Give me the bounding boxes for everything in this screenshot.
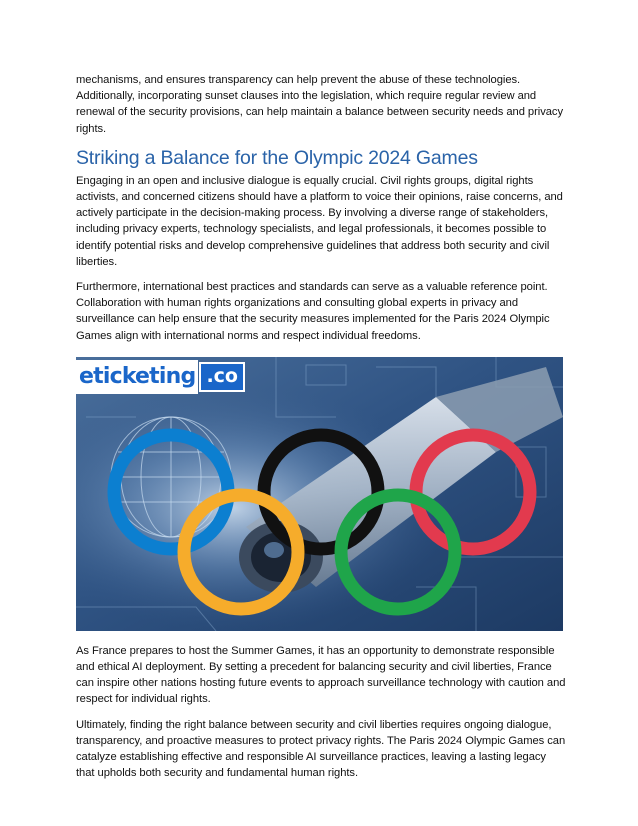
paragraph-dialogue: Engaging in an open and inclusive dialogue is equally crucial. Civil rights groups, digital rights activists, and concerned citizens should have a platform to voice their opinions, raise concerns, and actively participate in the decision-making process. By involving a diverse range of stakeholders, including privacy experts, technology specialists, and legal professionals, it becomes possible to identify potential risks and develop comprehensive guidelines that address both security and civil liberties. bbox=[76, 174, 563, 268]
paragraph-france: As France prepares to host the Summer Games, it has an opportunity to demonstrate responsible and ethical AI deployment. By setting a precedent for balancing security and civil liberties, France can inspire other nations hosting future events to approach surveillance technology with caution and respect for individual rights. bbox=[76, 644, 566, 706]
logo-wordmark: eticketing bbox=[76, 360, 198, 394]
paragraph-practices: Furthermore, international best practices and standards can serve as a valuable reference point. Collaboration with human rights organizations and consulting global experts in privacy and surveillance can help ensure that the security measures implemented for the Paris 2024 Olympic Games align with international norms and respect individual freedoms. bbox=[76, 281, 550, 342]
section-heading: Striking a Balance for the Olympic 2024 Games bbox=[76, 146, 478, 169]
paragraph-conclusion: Ultimately, finding the right balance between security and civil liberties requires ongoing dialogue, transparency, and proactive measures to protect privacy rights. The Paris 2024 Olympic Games can catalyze establishing effective and responsible AI surveillance practices, leaving a lasting legacy that upholds both security and fundamental human rights. bbox=[76, 718, 566, 780]
olympic-rings-surveillance-image bbox=[76, 357, 563, 631]
eticketing-logo bbox=[76, 360, 245, 394]
document-body bbox=[76, 72, 566, 790]
paragraph-intro: mechanisms, and ensures transparency can help prevent the abuse of these technologies. Additionally, incorporating sunset clauses into the legislation, which require regular review and renewal of the security provisions, can help maintain a balance between security needs and privacy rights. bbox=[76, 74, 564, 135]
image-artwork bbox=[76, 357, 563, 631]
logo-domain-badge: .co bbox=[199, 362, 245, 392]
